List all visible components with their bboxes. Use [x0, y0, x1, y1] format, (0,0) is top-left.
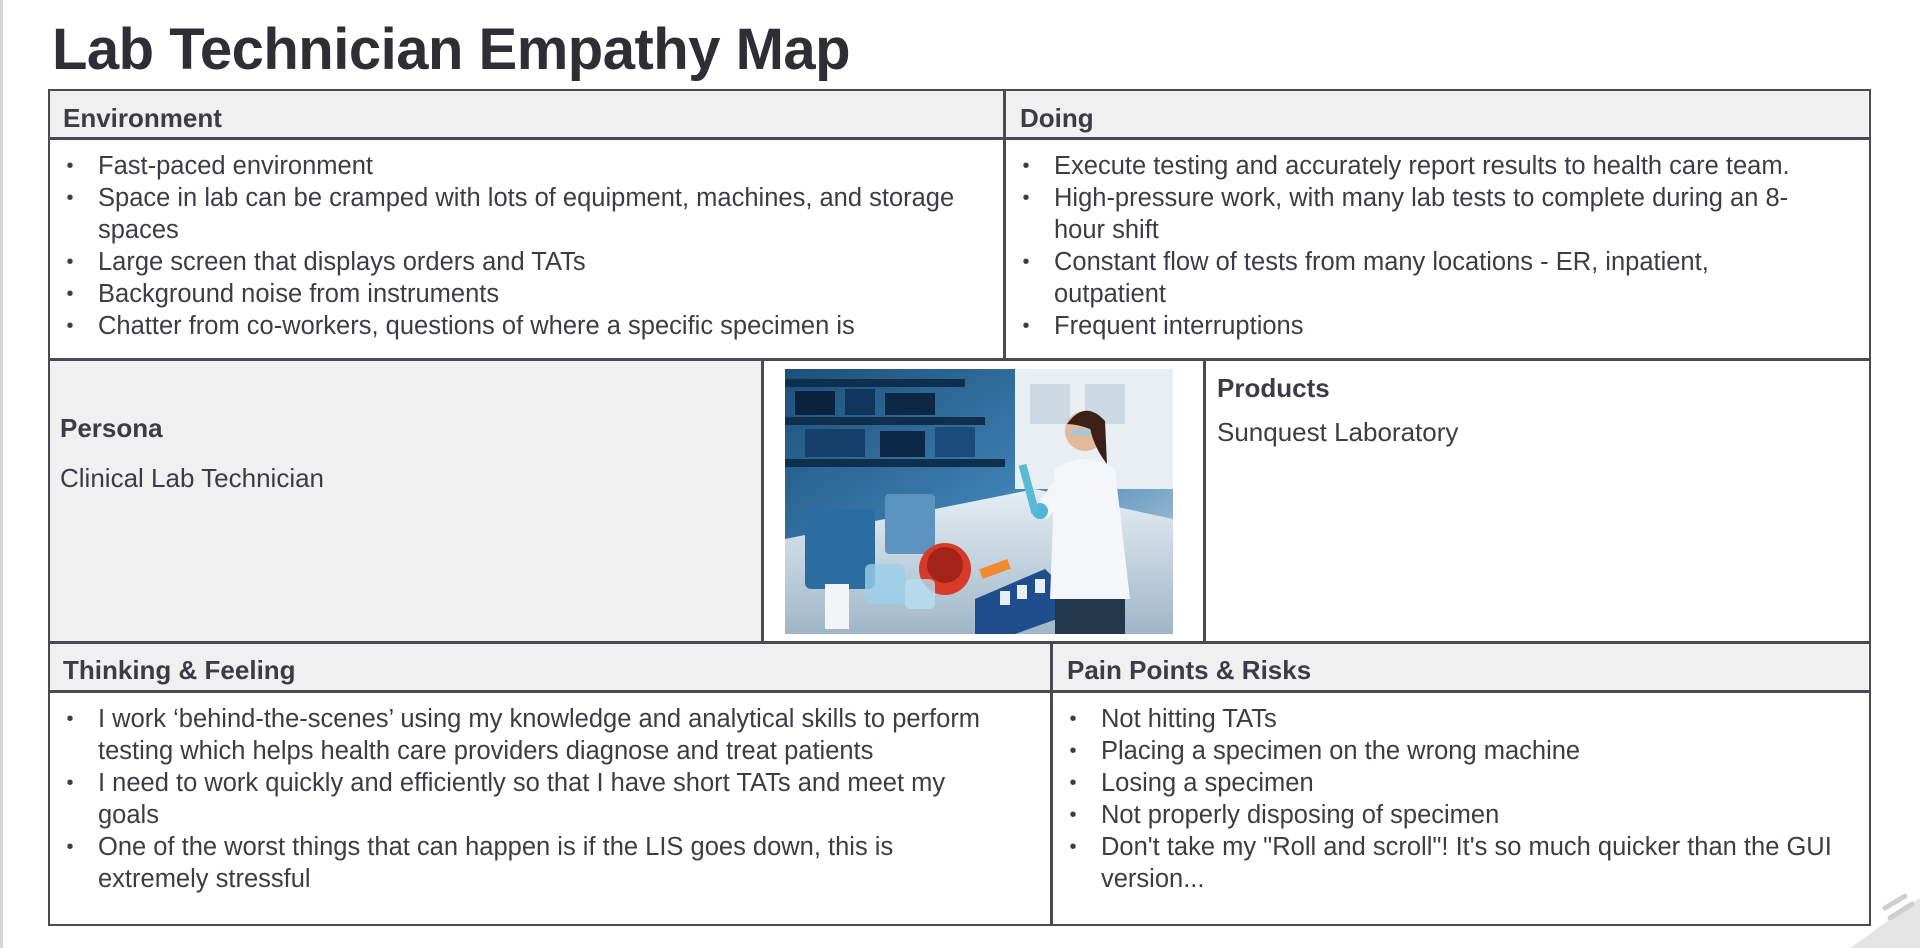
- doing-title: Doing: [1020, 103, 1094, 133]
- list-item-text: Placing a specimen on the wrong machine: [1101, 737, 1581, 765]
- list-item: [1016, 310, 1826, 342]
- divider: [48, 358, 1871, 361]
- corner-logo-icon: [1790, 878, 1920, 948]
- bullet-icon: •: [66, 315, 74, 337]
- list-item-text: One of the worst things that can happen is if the LIS goes down, this is extremely stressful: [98, 833, 894, 893]
- list-item-text: Frequent interruptions: [1054, 312, 1304, 340]
- list-item: [60, 831, 1010, 895]
- list-item-text: High-pressure work, with many lab tests to complete during an 8-hour shift: [1054, 184, 1789, 244]
- bullet-icon: •: [66, 708, 74, 730]
- persona-panel: [50, 361, 762, 641]
- list-item: [1016, 246, 1826, 310]
- list-item: [60, 182, 960, 246]
- environment-title: Environment: [63, 103, 222, 133]
- bullet-icon: •: [1069, 804, 1077, 826]
- bullet-icon: •: [1022, 187, 1030, 209]
- bullet-icon: •: [1022, 155, 1030, 177]
- bullet-icon: •: [66, 251, 74, 273]
- bullet-icon: •: [1069, 836, 1077, 858]
- lab-technician-photo: [785, 369, 1173, 634]
- products-value: Sunquest Laboratory: [1217, 417, 1459, 447]
- divider: [48, 137, 1871, 140]
- doing-header: [1006, 91, 1868, 137]
- list-item: [1016, 182, 1826, 246]
- bullet-icon: •: [1022, 251, 1030, 273]
- divider: [1203, 358, 1206, 643]
- list-item: [1063, 799, 1843, 831]
- thinking-feeling-title: Thinking & Feeling: [63, 655, 296, 685]
- environment-list: [60, 150, 960, 342]
- list-item-text: Fast-paced environment: [98, 152, 373, 180]
- list-item: [1016, 150, 1826, 182]
- divider: [48, 641, 1871, 644]
- list-item-text: Background noise from instruments: [98, 280, 500, 308]
- bullet-icon: •: [1069, 740, 1077, 762]
- list-item: [1063, 831, 1843, 895]
- list-item: [60, 278, 960, 310]
- bullet-icon: •: [66, 155, 74, 177]
- list-item-text: Losing a specimen: [1101, 769, 1314, 797]
- persona-value: Clinical Lab Technician: [60, 463, 325, 493]
- list-item: [1063, 735, 1843, 767]
- list-item-text: I work ‘behind-the-scenes’ using my knowledge and analytical skills to perform testing which helps health care providers diagnose and treat patients: [98, 705, 981, 765]
- list-item: [60, 310, 960, 342]
- bullet-icon: •: [66, 283, 74, 305]
- list-item: [60, 703, 1010, 767]
- list-item: [1063, 767, 1843, 799]
- list-item: [60, 150, 960, 182]
- list-item: [1063, 703, 1843, 735]
- bullet-icon: •: [66, 836, 74, 858]
- list-item: [60, 767, 1010, 831]
- bullet-icon: •: [66, 187, 74, 209]
- pain-points-title: Pain Points & Risks: [1067, 655, 1312, 685]
- bullet-icon: •: [66, 772, 74, 794]
- page-edge: [0, 0, 3, 948]
- page-title: Lab Technician Empathy Map: [52, 17, 851, 82]
- thinking-feeling-list: [60, 703, 1010, 895]
- list-item-text: Large screen that displays orders and TATs: [98, 248, 586, 276]
- list-item-text: Space in lab can be cramped with lots of equipment, machines, and storage spaces: [98, 184, 955, 244]
- list-item-text: Chatter from co-workers, questions of where a specific specimen is: [98, 312, 855, 340]
- pain-points-list: [1063, 703, 1843, 895]
- bullet-icon: •: [1069, 708, 1077, 730]
- list-item-text: I need to work quickly and efficiently so that I have short TATs and meet my goals: [98, 769, 946, 829]
- divider: [1003, 89, 1006, 360]
- products-title: Products: [1217, 373, 1330, 403]
- list-item-text: Constant flow of tests from many locations - ER, inpatient, outpatient: [1054, 248, 1709, 308]
- divider: [48, 690, 1871, 693]
- divider: [1050, 641, 1053, 926]
- list-item: [60, 246, 960, 278]
- list-item-text: Don't take my "Roll and scroll"! It's so much quicker than the GUI version...: [1101, 833, 1832, 893]
- divider: [761, 358, 764, 643]
- list-item-text: Not properly disposing of specimen: [1101, 801, 1500, 829]
- persona-title: Persona: [60, 413, 163, 443]
- list-item-text: Execute testing and accurately report results to health care team.: [1054, 152, 1790, 180]
- list-item-text: Not hitting TATs: [1101, 705, 1277, 733]
- bullet-icon: •: [1069, 772, 1077, 794]
- doing-list: [1016, 150, 1826, 342]
- bullet-icon: •: [1022, 315, 1030, 337]
